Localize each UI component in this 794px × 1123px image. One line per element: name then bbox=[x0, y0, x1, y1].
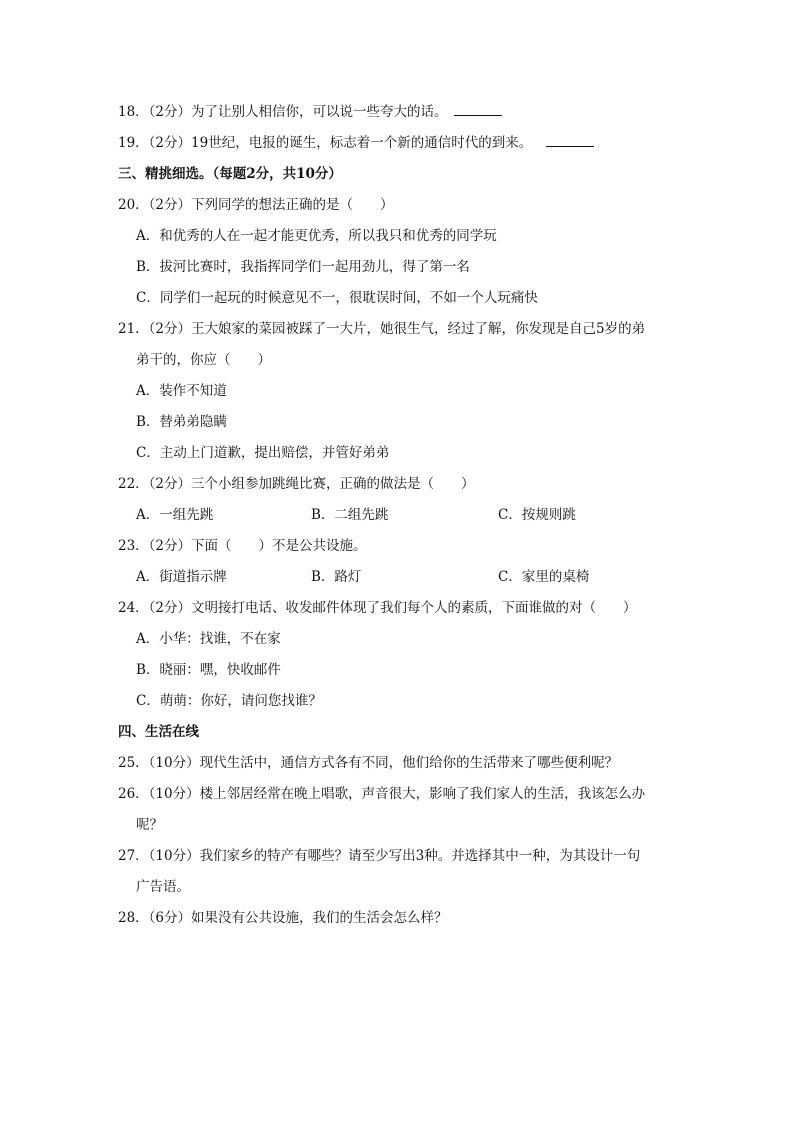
answer-blank-18 bbox=[454, 103, 502, 116]
question-18-text: 18．（2分）为了让别人相信你，可以说一些夸大的话。 bbox=[118, 104, 448, 120]
question-24-option-c: C．萌萌：你好，请问您找谁？ bbox=[136, 693, 322, 709]
question-23-option-b: B．路灯 bbox=[311, 569, 362, 585]
question-20-option-c: C．同学们一起玩的时候意见不一，很耽误时间，不如一个人玩痛快 bbox=[136, 290, 538, 306]
question-22-option-c: C．按规则跳 bbox=[498, 507, 576, 523]
question-22-stem: 22．（2分）三个小组参加跳绳比赛，正确的做法是（ ） bbox=[118, 476, 475, 492]
question-23-options bbox=[136, 568, 656, 586]
question-20-option-a: A．和优秀的人在一起才能更优秀，所以我只和优秀的同学玩 bbox=[136, 228, 497, 244]
question-28: 28．（6分）如果没有公共设施，我们的生活会怎么样？ bbox=[118, 910, 448, 926]
question-18 bbox=[118, 103, 502, 121]
answer-blank-19 bbox=[546, 134, 594, 147]
question-23-option-a: A．街道指示牌 bbox=[136, 569, 227, 585]
question-25: 25．（10分）现代生活中，通信方式各有不同，他们给你的生活带来了哪些便利呢？ bbox=[118, 755, 619, 771]
question-21-option-b: B．替弟弟隐瞒 bbox=[136, 414, 227, 430]
question-19 bbox=[118, 134, 594, 152]
question-23-option-c: C．家里的桌椅 bbox=[498, 569, 590, 585]
question-20-option-b: B．拔河比赛时，我指挥同学们一起用劲儿，得了第一名 bbox=[136, 259, 470, 275]
question-26-line1: 26．（10分）楼上邻居经常在晚上唱歌，声音很大，影响了我们家人的生活，我该怎么办 bbox=[118, 786, 646, 802]
question-24-stem: 24．（2分）文明接打电话、收发邮件体现了我们每个人的素质，下面谁做的对（ ） bbox=[118, 600, 637, 616]
question-24-option-b: B．晓丽：嘿，快收邮件 bbox=[136, 662, 281, 678]
question-21-option-c: C．主动上门道歉，提出赔偿，并管好弟弟 bbox=[136, 445, 390, 461]
question-22-option-b: B．二组先跳 bbox=[311, 507, 389, 523]
question-21-stem-line2: 弟干的，你应（ ） bbox=[136, 352, 271, 368]
section-3-heading: 三、精挑细选。（每题2分，共10分） bbox=[118, 166, 342, 182]
question-24-option-a: A．小华：找谁，不在家 bbox=[136, 631, 281, 647]
question-19-text: 19．（2分）19世纪，电报的诞生，标志着一个新的通信时代的到来。 bbox=[118, 135, 533, 151]
question-20-stem: 20．（2分）下列同学的想法正确的是（ ） bbox=[118, 197, 394, 213]
question-21-option-a: A．装作不知道 bbox=[136, 383, 227, 399]
question-26-line2: 呢？ bbox=[136, 817, 163, 833]
question-22-option-a: A．一组先跳 bbox=[136, 507, 214, 523]
section-4-heading: 四、生活在线 bbox=[118, 724, 199, 740]
question-27-line2: 广告语。 bbox=[136, 879, 190, 895]
question-21-stem-line1: 21．（2分）王大娘家的菜园被踩了一大片，她很生气，经过了解，你发现是自己5岁的弟 bbox=[118, 321, 646, 337]
question-22-options bbox=[136, 506, 656, 524]
question-27-line1: 27．（10分）我们家乡的特产有哪些？请至少写出3种。并选择其中一种，为其设计一句 bbox=[118, 848, 641, 864]
question-23-stem: 23．（2分）下面（ ）不是公共设施。 bbox=[118, 538, 367, 554]
